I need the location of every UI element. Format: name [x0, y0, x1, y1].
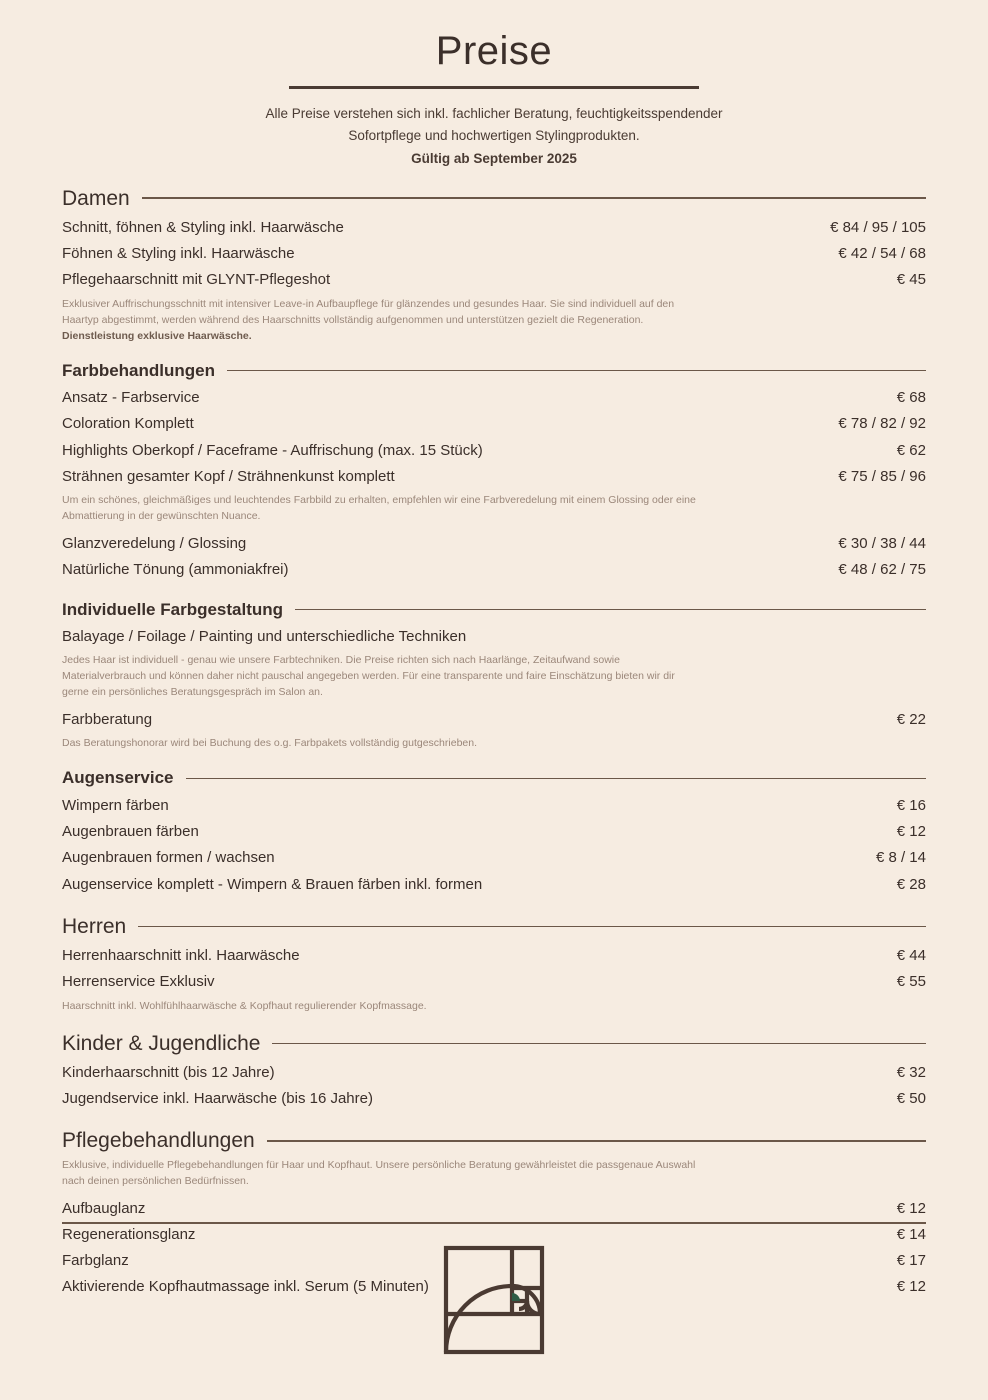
section-heading-herren: [62, 914, 926, 939]
price-row: [62, 1060, 926, 1086]
service-label: Kinderhaarschnitt (bis 12 Jahre): [62, 1063, 275, 1081]
service-price: € 14: [896, 1225, 926, 1243]
service-price: € 22: [896, 711, 926, 729]
price-row: [62, 531, 926, 557]
service-description: Jedes Haar ist individuell - genau wie unsere Farbtechniken. Die Preise richten sich nach Haarlänge, Zeitaufwand sowie Materialverbrauch und können daher nicht pauschal angegeben werden. Für eine transparente und faire Einschätzung bieten wir dir gerne ein persönliches Beratungsgespräch im Salon an.: [62, 654, 675, 699]
section-heading-kinder-jugendliche: [62, 1031, 926, 1056]
price-row: [62, 241, 926, 267]
service-label: Glanzveredelung / Glossing: [62, 535, 247, 552]
service-label: Aufbauglanz: [62, 1199, 146, 1217]
section-rule: [142, 197, 926, 199]
section-title: Kinder & Jugendliche: [62, 1031, 261, 1055]
section-title: Farbbehandlungen: [62, 360, 215, 380]
service-label: Regenerationsglanz: [62, 1225, 196, 1243]
price-row: [62, 969, 926, 995]
title-divider: [289, 86, 699, 89]
service-price: € 62: [896, 441, 926, 459]
price-row: [62, 1196, 926, 1222]
section-title: Herren: [62, 914, 127, 938]
document-header: [0, 0, 988, 170]
price-row: [62, 267, 926, 293]
price-row: [62, 943, 926, 969]
price-row: [62, 793, 926, 819]
price-row: [62, 215, 926, 241]
service-price: € 12: [896, 1278, 926, 1296]
service-price: € 44: [896, 947, 926, 965]
service-description: Exklusive, individuelle Pflegebehandlungen für Haar und Kopfhaut. Unsere persönliche Beratung gewährleistet die passgenaue Auswahl nach deinen persönlichen Bedürfnissen.: [62, 1158, 696, 1187]
service-price: € 68: [896, 388, 926, 406]
service-price: € 12: [896, 1199, 926, 1217]
price-row: [62, 845, 926, 871]
price-row: [62, 872, 926, 898]
section-rule: [186, 778, 927, 779]
service-price: € 84 / 95 / 105: [830, 218, 926, 236]
service-description: [62, 297, 702, 345]
service-label: Farbberatung: [62, 711, 153, 729]
service-price: € 12: [896, 823, 926, 841]
service-label: Pflegehaarschnitt mit GLYNT-Pflegeshot: [62, 271, 331, 289]
section-rule: [227, 370, 926, 371]
price-row: [62, 1086, 926, 1112]
service-label: Ansatz - Farbservice: [62, 388, 200, 406]
service-label: Föhnen & Styling inkl. Haarwäsche: [62, 245, 295, 263]
service-description: Das Beratungshonorar wird bei Buchung des o.g. Farbpakets vollständig gutgeschrieben.: [62, 737, 478, 750]
service-label: Schnitt, föhnen & Styling inkl. Haarwäsche: [62, 218, 344, 236]
service-label: Jugendservice inkl. Haarwäsche (bis 16 Jahre): [62, 1090, 373, 1108]
price-row: [62, 707, 926, 733]
service-label: Augenservice komplett - Wimpern & Brauen färben inkl. formen: [62, 875, 483, 893]
golden-ratio-spiral-logo: [442, 1244, 546, 1356]
section-heading-damen: [62, 186, 926, 211]
service-price: € 17: [896, 1252, 926, 1270]
description-emphasis: Dienstleistung exklusive Haarwäsche.: [62, 329, 252, 342]
service-price: € 32: [896, 1063, 926, 1081]
service-price: € 55: [896, 973, 926, 991]
service-description: Haarschnitt inkl. Wohlfühlhaarwäsche & Kopfhaut regulierender Kopfmassage.: [62, 999, 427, 1012]
price-row: [62, 411, 926, 437]
section-heading-farbbehandlungen: [62, 361, 926, 381]
section-rule: [138, 926, 926, 928]
service-label: Aktivierende Kopfhautmassage inkl. Serum (5 Minuten): [62, 1278, 429, 1296]
validity-note: Gültig ab September 2025: [411, 150, 577, 166]
service-description: Um ein schönes, gleichmäßiges und leuchtendes Farbbild zu erhalten, empfehlen wir eine Farbveredelung mit einem Glossing oder eine Abmattierung in der gewünschten Nuance.: [62, 494, 696, 523]
service-label: Farbglanz: [62, 1252, 129, 1270]
section-rule: [295, 609, 926, 610]
page-title: Preise: [435, 29, 553, 73]
intro-line-1: Alle Preise verstehen sich inkl. fachlicher Beratung, feuchtigkeitsspendender: [265, 106, 723, 121]
service-label: Herrenhaarschnitt inkl. Haarwäsche: [62, 947, 300, 965]
footer-logo-area: [0, 1244, 988, 1356]
section-rule: [272, 1043, 926, 1045]
service-price: € 42 / 54 / 68: [838, 245, 926, 263]
section-heading-individuelle-farbgestaltung: [62, 600, 926, 620]
footer-divider: [62, 1222, 926, 1224]
section-rule: [267, 1140, 926, 1142]
service-label: Augenbrauen formen / wachsen: [62, 849, 275, 867]
section-title: Augenservice: [62, 768, 174, 788]
section-title: Individuelle Farbgestaltung: [62, 599, 284, 619]
service-label: Strähnen gesamter Kopf / Strähnenkunst komplett: [62, 467, 395, 485]
description-text: Exklusiver Auffrischungsschnitt mit intensiver Leave-in Aufbaupflege für glänzendes und gesundes Haar. Sie sind individuell auf den Haartyp abgestimmt, werden während des Haarschnitts vollständig aufgenommen und unterstützen gezielt die Regeneration.: [62, 297, 675, 326]
price-list-content: [62, 186, 926, 1301]
price-row: [62, 464, 926, 490]
price-row: [62, 819, 926, 845]
intro-line-2: Sofortpflege und hochwertigen Stylingprodukten.: [348, 127, 640, 143]
service-label: Natürliche Tönung (ammoniakfrei): [62, 561, 289, 579]
service-price: € 28: [896, 875, 926, 893]
service-label: Herrenservice Exklusiv: [62, 973, 215, 991]
service-price: € 8 / 14: [875, 849, 926, 867]
service-label: Wimpern färben: [62, 796, 169, 814]
service-price: € 45: [896, 271, 926, 289]
service-label: Highlights Oberkopf / Faceframe - Auffrischung (max. 15 Stück): [62, 441, 483, 459]
service-price: € 78 / 82 / 92: [838, 415, 926, 433]
section-title: Damen: [62, 186, 130, 210]
service-lead-label: Balayage / Foilage / Painting und unterschiedliche Techniken: [62, 627, 467, 645]
section-title: Pflegebehandlungen: [62, 1129, 255, 1153]
intro-text: [234, 103, 754, 170]
section-heading-augenservice: [62, 768, 926, 788]
service-price: € 30 / 38 / 44: [838, 535, 926, 552]
section-heading-pflegebehandlungen: [62, 1128, 926, 1153]
service-price: € 50: [896, 1090, 926, 1108]
price-row: [62, 438, 926, 464]
service-price: € 16: [896, 796, 926, 814]
service-price: € 75 / 85 / 96: [838, 467, 926, 485]
service-label: Coloration Komplett: [62, 415, 194, 433]
service-label: Augenbrauen färben: [62, 823, 199, 841]
price-row: [62, 385, 926, 411]
price-row: [62, 557, 926, 583]
logo-accent-quadrant: [512, 1293, 520, 1301]
service-price: € 48 / 62 / 75: [838, 561, 926, 579]
